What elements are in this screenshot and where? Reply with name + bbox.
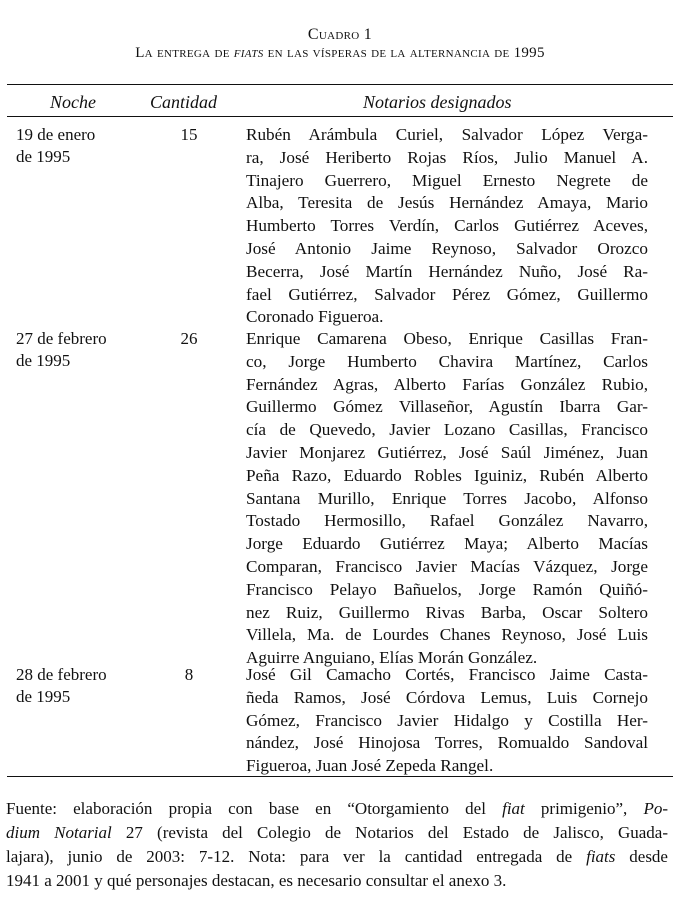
table-bottom-rule [7,776,673,777]
notarios-line: Figueroa, Juan José Zepeda Rangel. [246,756,494,776]
row-2-noche [16,328,136,372]
notarios-line: Tostado Hermosillo, Rafael González Navarro, [246,511,648,531]
notarios-line: Coronado Figueroa. [246,307,384,327]
row-2-notarios [246,328,648,670]
notarios-line: Gómez, Francisco Javier Hidalgo y Costilla Her- [246,710,648,730]
table-number: Cuadro 1 [307,26,373,43]
table-title-italic: fiats [233,45,264,61]
notarios-line: Fernández Agras, Alberto Farías González Rubio, [246,374,648,394]
row-1-cantidad: 15 [180,125,198,144]
footnote [6,797,668,893]
fn-text: lajara), junio de 2003: 7-12. Nota: para ver la cantidad entregada de [6,847,587,866]
row-1-noche-line2: de 1995 [16,147,71,166]
row-1-noche-line1: 19 de enero [16,125,96,144]
fn-text: desde [615,847,668,866]
notarios-line: José Antonio Jaime Reynoso, Salvador Orozco [246,238,648,258]
notarios-line: Humberto Torres Verdín, Carlos Gutiérrez Aceves, [246,216,648,236]
header-cantidad: Cantidad [150,92,218,112]
footnote-line-2 [6,821,668,845]
row-2-noche-line1: 27 de febrero [16,329,107,348]
row-1-noche [16,124,136,168]
header-rule [7,116,673,117]
notarios-line: Jorge Eduardo Gutiérrez Maya; Alberto Macías [246,534,648,554]
notarios-line: Alba, Teresita de Jesús Hernández Amaya, Mario [246,193,648,213]
table-title-pre: La entrega de [135,45,234,61]
notarios-line: Becerra, José Martín Hernández Nuño, José Ra- [246,261,648,281]
notarios-line: Tinajero Guerrero, Miguel Ernesto Negrete de [246,170,648,190]
notarios-line: nández, José Hinojosa Torres, Romualdo Sandoval [246,733,648,753]
fn-italic: Po- [643,799,668,818]
notarios-line: José Gil Camacho Cortés, Francisco Jaime Casta- [246,665,648,684]
row-3-noche [16,664,136,708]
row-1-notarios [246,124,648,329]
fn-italic: fiat [502,799,525,818]
notarios-line: Aguirre Anguiano, Elías Morán González. [246,648,538,668]
notarios-line: Enrique Camarena Obeso, Enrique Casillas Fran- [246,329,648,348]
fn-italic: dium Notarial [6,823,112,842]
notarios-line: cía de Quevedo, Javier Lozano Casillas, Francisco [246,420,648,440]
table-title [0,45,680,62]
notarios-line: co, Jorge Humberto Chavira Martínez, Carlos [246,351,648,371]
notarios-line: nez Ruiz, Guillermo Rivas Barba, Oscar Soltero [246,602,648,622]
header-noche: Noche [50,92,96,112]
footnote-line-3 [6,845,668,869]
footnote-line-1 [6,797,668,821]
row-3-noche-line2: de 1995 [16,687,71,706]
row-3-noche-line1: 28 de febrero [16,665,107,684]
notarios-line: Guillermo Gómez Villaseñor, Agustín Ibarra Gar- [246,397,648,417]
table-top-rule [7,84,673,85]
table-title-post: en las vísperas de la alternancia de 1995 [263,45,545,61]
fn-text: 27 (revista del Colegio de Notarios del Estado de Jalisco, Guada- [111,823,669,842]
notarios-line: Peña Razo, Eduardo Robles Iguiniz, Rubén Alberto [246,465,648,485]
notarios-line: Villela, Ma. de Lourdes Chanes Reynoso, José Luis [246,625,648,645]
notarios-line: Santana Murillo, Enrique Torres Jacobo, Alfonso [246,488,648,508]
row-3-notarios [246,664,648,778]
fn-text: Fuente: elaboración propia con base en “Otorgamiento del [6,799,503,818]
fn-italic: fiats [586,847,616,866]
row-2-noche-line2: de 1995 [16,351,71,370]
notarios-line: Comparan, Francisco Javier Macías Vázquez, Jorge [246,556,648,576]
header-notarios: Notarios designados [363,92,512,112]
footnote-line-4: 1941 a 2001 y qué personajes destacan, es necesario consultar el anexo 3. [6,871,507,890]
notarios-line: Javier Monjarez Gutiérrez, José Saúl Jiménez, Juan [246,442,648,462]
notarios-line: ñeda Ramos, José Córdova Lemus, Luis Cornejo [246,687,648,707]
row-2-cantidad: 26 [180,329,198,348]
notarios-line: Rubén Arámbula Curiel, Salvador López Verga- [246,125,648,144]
notarios-line: ra, José Heriberto Rojas Ríos, Julio Manuel A. [246,147,648,167]
row-3-cantidad: 8 [184,665,194,684]
fn-text: primigenio”, [524,799,644,818]
notarios-line: Francisco Pelayo Bañuelos, Jorge Ramón Quiñó- [246,579,648,599]
notarios-line: fael Gutiérrez, Salvador Pérez Gómez, Guillermo [246,284,648,304]
